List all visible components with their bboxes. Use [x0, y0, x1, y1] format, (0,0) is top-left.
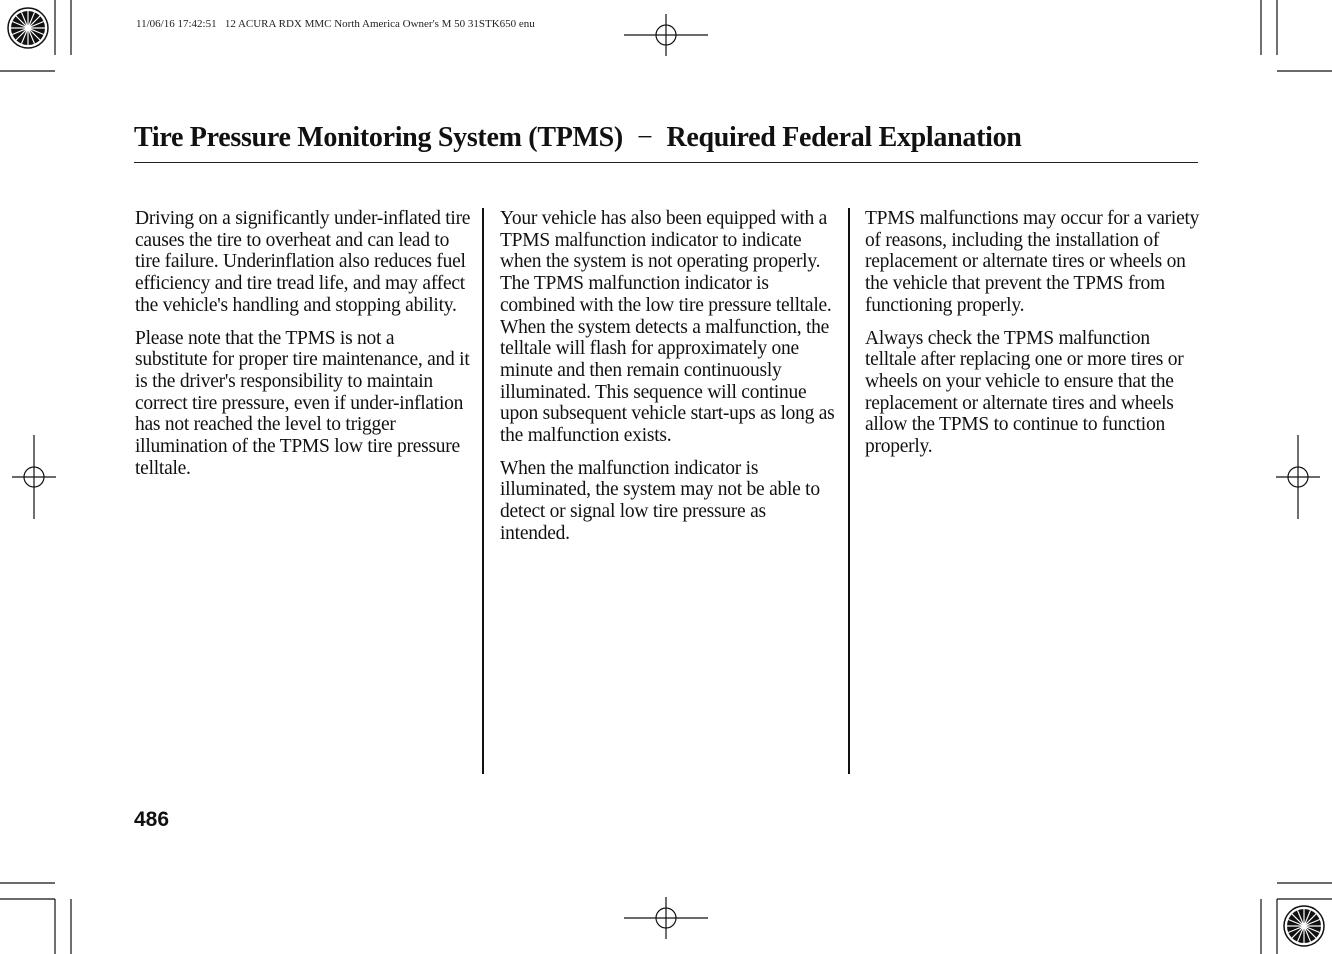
page-title-main: Tire Pressure Monitoring System (TPMS) [134, 122, 623, 153]
print-job-header: 11/06/16 17:42:51 12 ACURA RDX MMC North America Owner's M 50 31STK650 enu [136, 18, 535, 30]
registration-mark-left [12, 435, 56, 519]
paragraph: Driving on a significantly under-inflated tire causes the tire to overheat and can lead to tire failure. Underinflation also reduces fuel efficiency and tire tread life, and may affect the vehicle's handling and stopping ability. [135, 208, 471, 316]
paragraph: TPMS malfunctions may occur for a variety of reasons, including the installation of replacement or alternate tires or wheels on the vehicle that prevent the TPMS from functioning properly. [865, 208, 1200, 316]
text-column-1 [135, 208, 471, 490]
starburst-mark-bottom-right [1284, 906, 1324, 946]
column-divider [848, 208, 850, 774]
page-title-sub: Required Federal Explanation [666, 122, 1022, 153]
registration-mark-bottom [624, 897, 708, 939]
registration-mark-top [624, 14, 708, 56]
paragraph: Always check the TPMS malfunction telltale after replacing one or more tires or wheels on your vehicle to ensure that the replacement or alternate tires and wheels allow the TPMS to continue to function properly. [865, 327, 1184, 458]
starburst-mark-top-left [8, 8, 48, 48]
paragraph: Your vehicle has also been equipped with a TPMS malfunction indicator to indicate when the system is not operating properly. The TPMS malfunction indicator is combined with the low tire pressure telltale. When the system detects a malfunction, the telltale will flash for approximately one minute and then remain continuously illuminated. This sequence will continue upon subsequent vehicle start-ups as long as the malfunction exists. [500, 208, 835, 447]
paragraph: When the malfunction indicator is illuminated, the system may not be able to detect or signal low tire pressure as intended. [500, 457, 820, 544]
title-separator: − [636, 122, 653, 153]
registration-mark-right [1276, 435, 1320, 519]
page-number: 486 [134, 808, 170, 831]
paragraph: Please note that the TPMS is not a substitute for proper tire maintenance, and it is the driver's responsibility to maintain correct tire pressure, even if under-inflation has not reached the level to trigger illumination of the TPMS low tire pressure telltale. [135, 327, 470, 479]
text-column-2 [500, 208, 836, 556]
text-column-3 [865, 208, 1201, 469]
column-divider [482, 208, 484, 774]
page-title [134, 122, 1198, 154]
title-underline [134, 162, 1198, 163]
